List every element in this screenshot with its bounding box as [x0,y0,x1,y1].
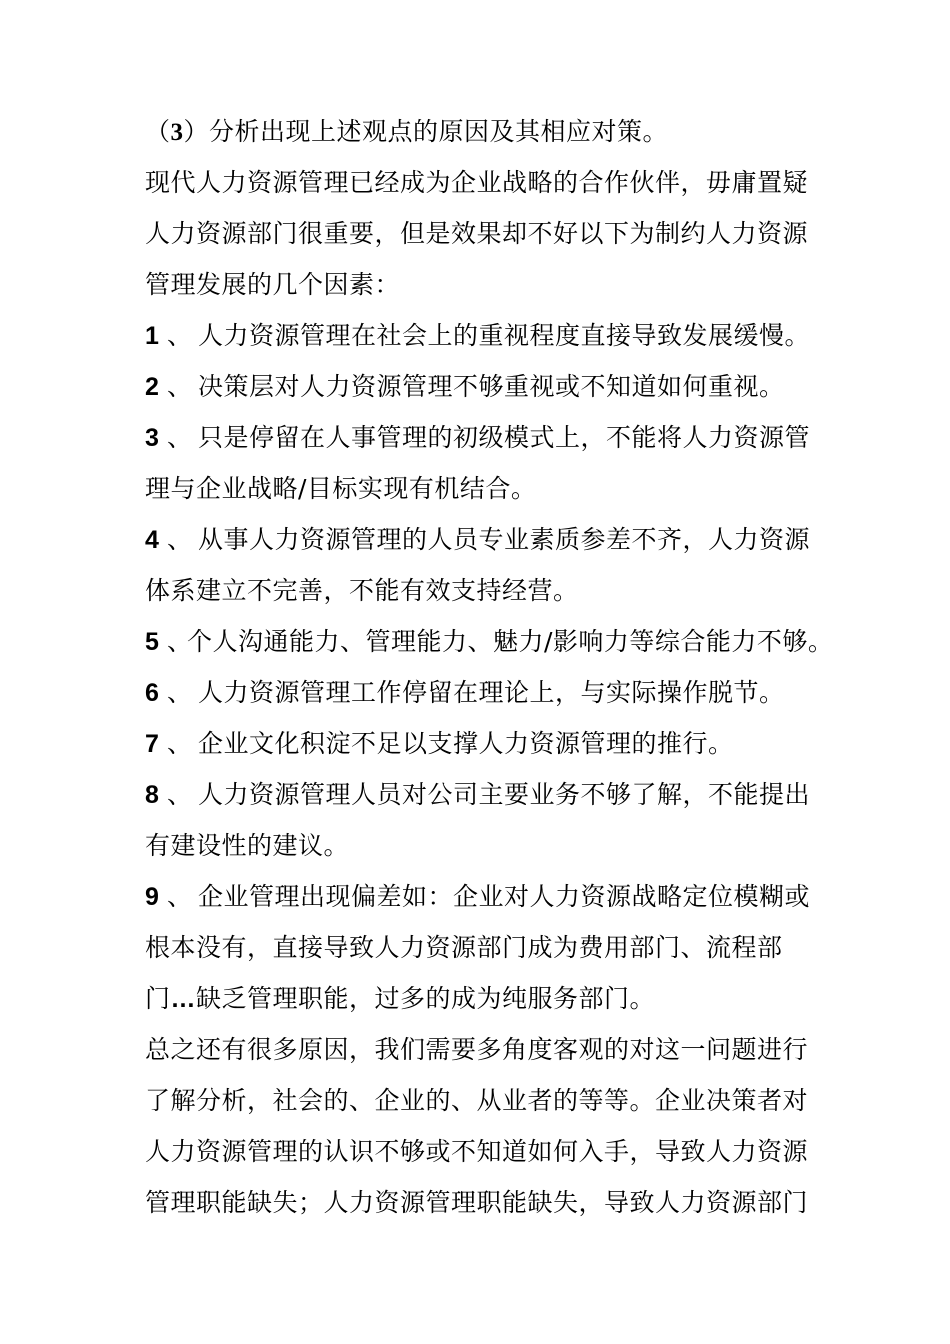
item-text: 人力资源管理人员对公司主要业务不够了解，不能提出 [198,780,811,809]
heading-number: 3 [170,119,184,146]
item-separator: 、 [167,321,193,350]
item-text: 企业管理出现偏差如：企业对人力资源战略定位模糊或 [198,882,811,911]
item-text: 门 [145,984,171,1013]
list-item-3-continuation: 理与企业战略/目标实现有机结合。 [145,474,537,503]
list-item-4 [145,522,810,558]
item-text: 缺乏管理职能，过多的成为纯服务部门。 [196,984,656,1013]
intro-line: 管理发展的几个因素： [145,270,401,299]
item-number: 7 [145,730,160,758]
list-item-3 [145,420,810,456]
conclusion-line: 了解分析，社会的、企业的、从业者的等等。企业决策者对 [145,1086,809,1115]
item-number: 9 [145,883,160,911]
conclusion-line: 总之还有很多原因，我们需要多角度客观的对这一问题进行 [145,1035,809,1064]
item-text: 只是停留在人事管理的初级模式上，不能将人力资源管 [198,423,811,452]
item-text: 人力资源管理在社会上的重视程度直接导致发展缓慢。 [198,321,811,350]
item-number: 8 [145,781,160,809]
item-text: 决策层对人力资源管理不够重视或不知道如何重视。 [198,372,785,401]
item-text: 人力资源管理工作停留在理论上，与实际操作脱节。 [198,678,785,707]
item-separator: 、 [167,627,193,656]
list-item-5 [145,624,833,660]
item-text: 企业文化积淀不足以支撑人力资源管理的推行。 [198,729,734,758]
item-separator: 、 [167,780,193,809]
intro-line: 现代人力资源管理已经成为企业战略的合作伙伴，毋庸置疑 [145,168,809,197]
conclusion-line: 人力资源管理的认识不够或不知道如何入手，导致人力资源 [145,1137,809,1166]
item-separator: 、 [167,678,193,707]
item-number: 4 [145,526,160,554]
conclusion-line: 管理职能缺失；人力资源管理职能缺失，导致人力资源部门 [145,1188,809,1217]
item-text: 从事人力资源管理的人员专业素质参差不齐，人力资源 [198,525,811,554]
item-separator: 、 [167,525,193,554]
list-item-2 [145,369,785,405]
list-item-9-continuation [145,981,655,1017]
item-number: 6 [145,679,160,707]
heading-open-paren: （ [145,117,171,146]
item-number: 5 [145,628,160,656]
list-item-8-continuation: 有建设性的建议。 [145,831,350,860]
ellipsis: … [170,985,197,1013]
item-number: 1 [145,322,160,350]
list-item-6 [145,675,785,711]
item-number: 2 [145,373,160,401]
list-item-4-continuation: 体系建立不完善，不能有效支持经营。 [145,576,579,605]
heading-text: ）分析出现上述观点的原因及其相应对策。 [183,117,669,146]
list-item-8 [145,777,810,813]
item-separator: 、 [167,423,193,452]
item-number: 3 [145,424,160,452]
item-separator: 、 [167,372,193,401]
item-separator: 、 [167,882,193,911]
list-item-7 [145,726,734,762]
list-item-1 [145,318,810,354]
list-item-9 [145,879,810,915]
intro-line: 人力资源部门很重要，但是效果却不好以下为制约人力资源 [145,219,809,248]
item-text: 个人沟通能力、管理能力、魅力/影响力等综合能力不够。 [187,627,834,656]
section-heading [145,114,668,151]
list-item-9-continuation: 根本没有，直接导致人力资源部门成为费用部门、流程部 [145,933,783,962]
item-separator: 、 [167,729,193,758]
